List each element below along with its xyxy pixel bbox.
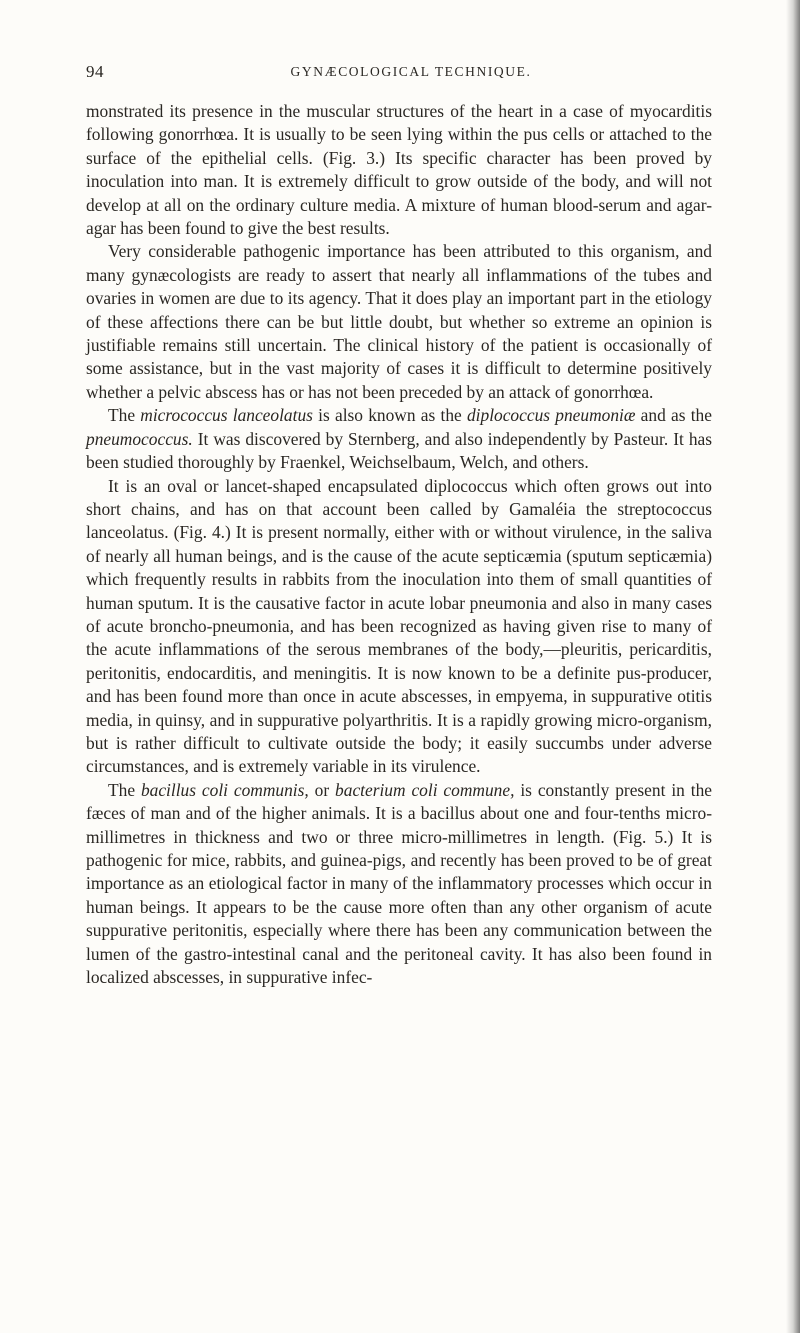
text-run: is constantly present in the fæces of man and of the higher animals. It is a bacillus about one and four-tenths micro-millimetres in thickness and two or three micro-millimetres in length. (Fig. 5.) It is pathogenic for mice, rabbits, and guinea-pigs, and recently has been proved to be of great importance as an etiological factor in many of the inflammatory processes which occur in human beings. It appears to be the cause more often than any other organism of acute suppurative peritonitis, especially where there has been any communication between the lumen of the gastro-intestinal canal and the peritoneal cavity. It has also been found in localized abscesses, in suppurative infec- [86, 779, 713, 988]
page-number: 94 [86, 62, 104, 81]
paragraph [86, 404, 712, 474]
text-run: and as the [635, 405, 712, 426]
text-run: It is an oval or lancet-shaped encapsulated diplococcus which often grows out into short chains, and has on that account been called by Gamaléia the streptococcus lanceolatus. (Fig. 4.) It is present normally, either with or without virulence, in the saliva of nearly all human beings, and is the cause of the acute septicæmia (sputum septicæmia) which frequently results in rabbits from the inoculation into them of small quantities of human sputum. It is the causative factor in acute lobar pneumonia and also in many cases of acute broncho-pneumonia, and has been recognized as having given rise to many of the acute inflammations of the serous membranes of the body,—pleuritis, pericarditis, peritonitis, endocarditis, and meningitis. It is now known to be a definite pus-producer, and has been found more than once in acute abscesses, in empyema, in suppurative otitis media, in quinsy, and in suppurative polyarthritis. It is a rapidly growing micro-organism, but is rather difficult to cultivate outside the body; it easily succumbs under adverse circumstances, and is extremely variable in its virulence. [86, 475, 712, 777]
page-edge-shadow [786, 0, 800, 1333]
paragraph [86, 475, 712, 779]
text-run: is also known as the [312, 405, 467, 426]
text-run: monstrated its presence in the muscular structures of the heart in a case of myocarditis following gonorrhœa. It is usually to be seen lying within the pus cells or attached to the surface of the epithelial cells. (Fig. 3.) Its specific character has been proved by inoculation into man. It is extremely difficult to grow outside of the body, and will not develop at all on the ordinary culture media. A mixture of human blood-serum and agar-agar has been found to give the best results. [86, 101, 712, 239]
paragraph [86, 240, 712, 404]
italic-term: micrococcus lanceolatus [140, 405, 313, 426]
italic-term: pneumococcus. [86, 428, 193, 449]
text-run: The [108, 405, 141, 426]
page-header [86, 62, 706, 88]
text-run: The [108, 779, 141, 800]
italic-term: diplococcus pneumoniæ [466, 405, 636, 426]
italic-term: bacillus coli communis, [140, 779, 309, 800]
running-head: GYNÆCOLOGICAL TECHNIQUE. [290, 64, 532, 79]
italic-term: bacterium coli commune, [335, 779, 515, 800]
paragraph [86, 779, 712, 990]
text-run: or [308, 779, 336, 800]
text-run: It was discovered by Sternberg, and also independently by Pasteur. It has been studied thoroughly by Fraenkel, Weichselbaum, Welch, and others. [86, 428, 712, 473]
paragraph [86, 100, 712, 240]
text-run: Very considerable pathogenic importance has been attributed to this organism, and many gynæcologists are ready to assert that nearly all inflammations of the tubes and ovaries in women are due to its agency. That it does play an important part in the etiology of these affections there can be but little doubt, but whether so extreme an opinion is justifiable remains still uncertain. The clinical history of the patient is occasionally of some assistance, but in the vast majority of cases it is difficult to determine positively whether a pelvic abscess has or has not been preceded by an attack of gonorrhœa. [86, 241, 712, 402]
body-text [86, 100, 712, 989]
